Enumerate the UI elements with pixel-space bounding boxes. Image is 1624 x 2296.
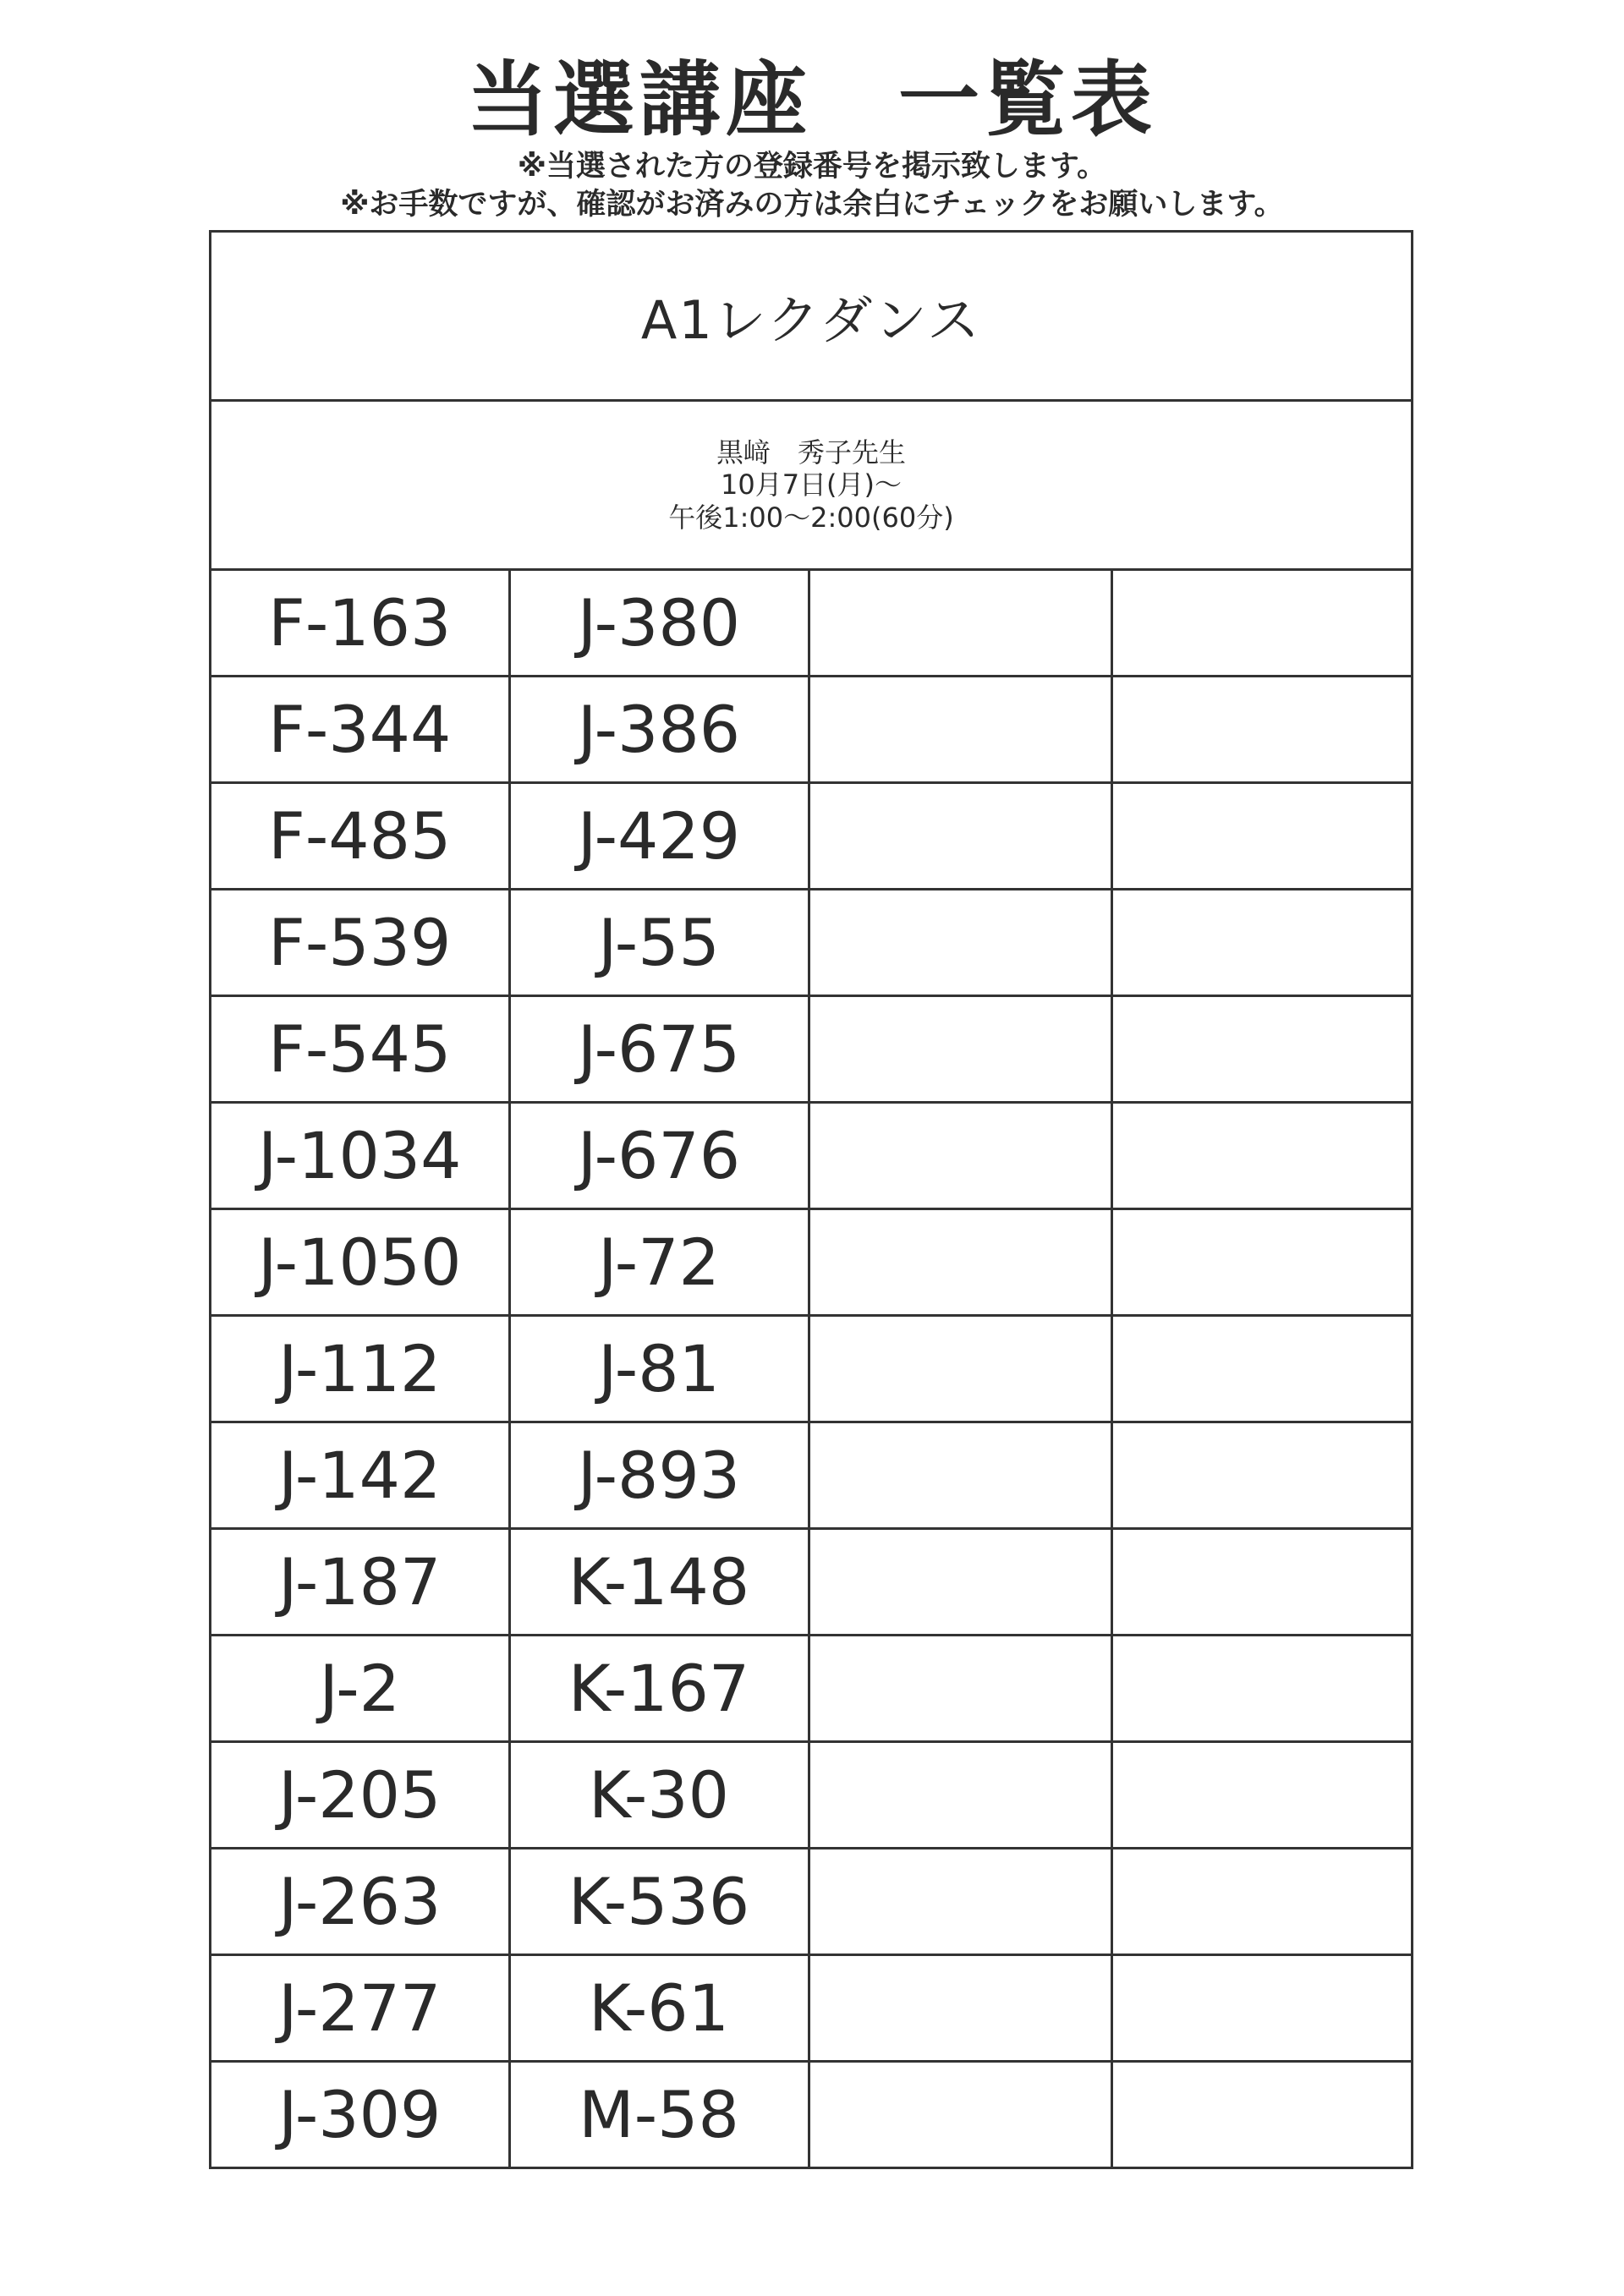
check-cell — [1111, 1529, 1411, 1636]
check-cell — [809, 1422, 1111, 1529]
registration-number-right: K-61 — [509, 1955, 809, 2062]
registration-number-table — [211, 571, 1411, 2167]
registration-number-right: J-386 — [509, 677, 809, 783]
course-teacher: 黒﨑 秀子先生 — [716, 436, 906, 469]
check-cell — [1111, 1316, 1411, 1422]
check-cell — [809, 1955, 1111, 2062]
registration-number-left: J-205 — [211, 1742, 509, 1849]
check-cell — [1111, 571, 1411, 677]
check-cell — [809, 1316, 1111, 1422]
registration-number-left: J-1050 — [211, 1209, 509, 1316]
registration-number-right: J-893 — [509, 1422, 809, 1529]
registration-number-left: J-2 — [211, 1636, 509, 1742]
check-cell — [809, 1529, 1111, 1636]
check-cell — [1111, 2062, 1411, 2167]
check-cell — [1111, 783, 1411, 890]
check-cell — [1111, 890, 1411, 996]
table-row — [211, 2062, 1411, 2167]
check-cell — [1111, 996, 1411, 1103]
check-cell — [809, 677, 1111, 783]
winner-list-sheet — [209, 230, 1413, 2169]
registration-number-right: J-81 — [509, 1316, 809, 1422]
registration-number-right: J-429 — [509, 783, 809, 890]
table-row — [211, 1209, 1411, 1316]
registration-number-left: F-163 — [211, 571, 509, 677]
course-time: 午後1:00～2:00(60分) — [668, 501, 954, 534]
check-cell — [1111, 1422, 1411, 1529]
check-cell — [1111, 1955, 1411, 2062]
table-row — [211, 571, 1411, 677]
check-cell — [1111, 1849, 1411, 1955]
table-row — [211, 783, 1411, 890]
table-row — [211, 677, 1411, 783]
check-cell — [1111, 1636, 1411, 1742]
check-cell — [809, 996, 1111, 1103]
check-cell — [809, 2062, 1111, 2167]
table-row — [211, 1955, 1411, 2062]
page-title: 当選講座 一覧表 — [467, 52, 1157, 147]
registration-number-left: J-309 — [211, 2062, 509, 2167]
registration-number-left: J-142 — [211, 1422, 509, 1529]
table-row — [211, 1742, 1411, 1849]
course-name: A1レクダンス — [211, 233, 1411, 402]
check-cell — [809, 1636, 1111, 1742]
check-cell — [809, 783, 1111, 890]
registration-number-left: F-485 — [211, 783, 509, 890]
check-cell — [1111, 1103, 1411, 1209]
table-row — [211, 1103, 1411, 1209]
registration-number-left: F-539 — [211, 890, 509, 996]
check-cell — [809, 1209, 1111, 1316]
check-cell — [1111, 677, 1411, 783]
registration-number-left: J-112 — [211, 1316, 509, 1422]
registration-number-left: F-344 — [211, 677, 509, 783]
registration-number-right: J-676 — [509, 1103, 809, 1209]
registration-number-right: K-536 — [509, 1849, 809, 1955]
table-row — [211, 890, 1411, 996]
check-cell — [1111, 1209, 1411, 1316]
table-row — [211, 1422, 1411, 1529]
registration-number-right: K-167 — [509, 1636, 809, 1742]
registration-number-right: J-55 — [509, 890, 809, 996]
check-cell — [809, 571, 1111, 677]
check-cell — [809, 1103, 1111, 1209]
registration-number-left: F-545 — [211, 996, 509, 1103]
notice-line-1: ※当選された方の登録番号を掲示致します。 — [517, 150, 1107, 184]
registration-number-left: J-263 — [211, 1849, 509, 1955]
check-cell — [809, 1742, 1111, 1849]
check-cell — [809, 890, 1111, 996]
registration-number-right: J-72 — [509, 1209, 809, 1316]
registration-number-right: J-675 — [509, 996, 809, 1103]
registration-number-left: J-277 — [211, 1955, 509, 2062]
registration-number-right: K-148 — [509, 1529, 809, 1636]
registration-number-right: J-380 — [509, 571, 809, 677]
registration-number-right: K-30 — [509, 1742, 809, 1849]
course-start-date: 10月7日(月)～ — [720, 469, 903, 501]
table-row — [211, 1316, 1411, 1422]
course-info — [211, 402, 1411, 571]
registration-number-left: J-187 — [211, 1529, 509, 1636]
registration-number-left: J-1034 — [211, 1103, 509, 1209]
registration-number-right: M-58 — [509, 2062, 809, 2167]
table-row — [211, 996, 1411, 1103]
notice-line-2: ※お手数ですが、確認がお済みの方は余白にチェックをお願いします。 — [340, 188, 1284, 222]
check-cell — [809, 1849, 1111, 1955]
table-row — [211, 1529, 1411, 1636]
table-row — [211, 1636, 1411, 1742]
table-row — [211, 1849, 1411, 1955]
check-cell — [1111, 1742, 1411, 1849]
